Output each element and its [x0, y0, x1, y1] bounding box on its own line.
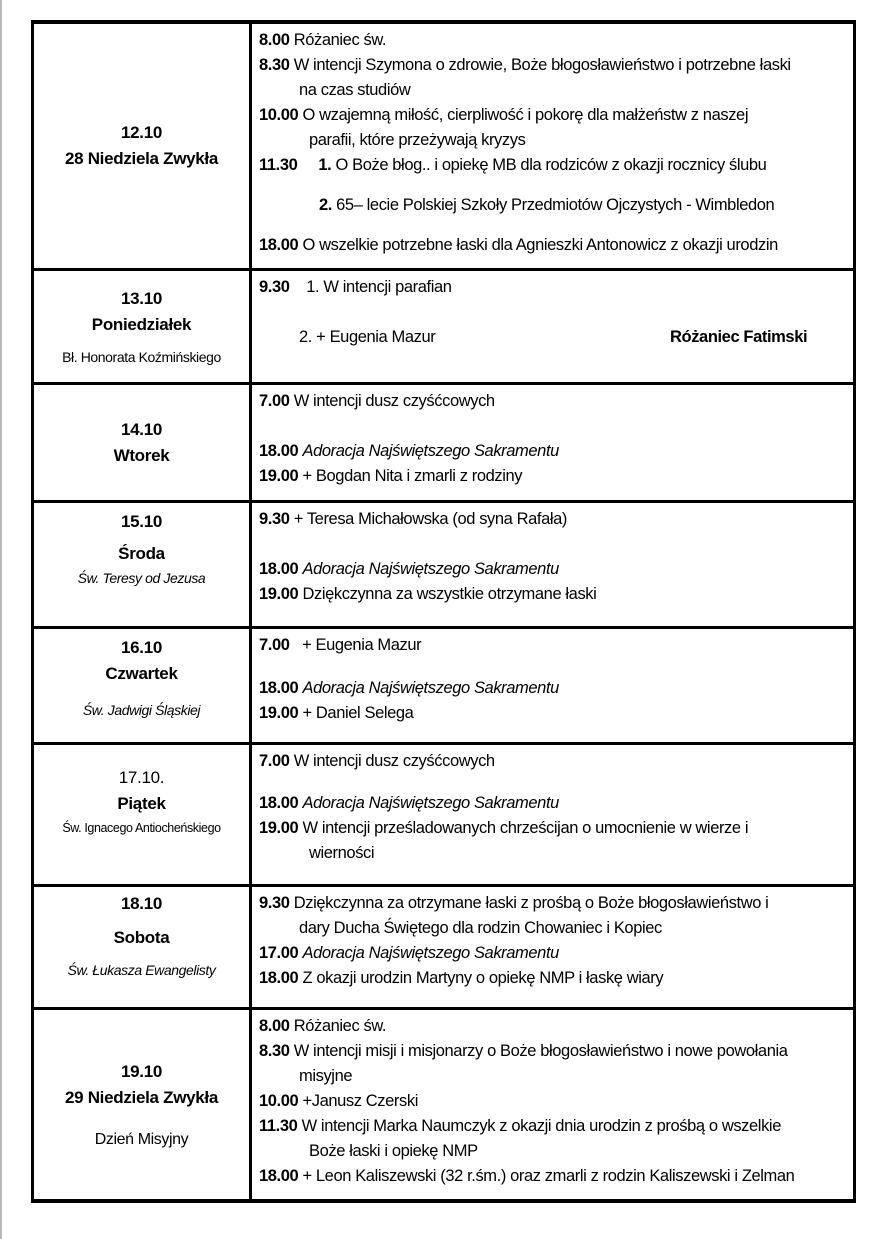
mass-time: 7.00	[259, 636, 290, 654]
date: 13.10	[120, 288, 163, 308]
saint-of-day: Św. Teresy od Jezusa	[77, 570, 206, 586]
mass-intention: W intencji dusz czyśćcowych	[293, 752, 495, 770]
adoration-label: Adoracja Najświętszego Sakramentu	[302, 794, 559, 812]
mass-time: 9.30	[259, 278, 290, 296]
day-cell	[34, 745, 252, 884]
mass-time: 18.00	[259, 442, 299, 460]
mass-entry	[259, 791, 845, 816]
date: 19.10	[120, 1061, 163, 1081]
mass-time: 9.30	[259, 510, 290, 528]
day-name: Sobota	[113, 928, 170, 947]
intention-number: 1.	[306, 278, 320, 296]
schedule-row-18-10	[34, 884, 853, 1007]
mass-time: 8.30	[259, 56, 290, 74]
day-cell	[34, 887, 252, 1007]
mass-intention: + Daniel Selega	[302, 704, 414, 722]
mass-time: 18.00	[259, 679, 299, 697]
mass-intention-continued: parafii, które przeżywają kryzys	[309, 131, 526, 149]
mass-time: 8.30	[259, 1042, 290, 1060]
mass-time: 17.00	[259, 944, 299, 962]
mass-schedule-table	[31, 20, 856, 1203]
mass-intention: W intencji dusz czyśćcowych	[293, 392, 495, 410]
adoration-label: Adoracja Najświętszego Sakramentu	[302, 944, 559, 962]
date: 12.10	[120, 123, 163, 142]
mass-entry	[259, 233, 845, 258]
mass-entry	[259, 816, 845, 841]
day-cell	[34, 503, 252, 626]
mass-entry	[259, 1114, 845, 1139]
mass-time: 7.00	[259, 752, 290, 770]
schedule-row-15-10	[34, 500, 853, 626]
spacer	[259, 300, 845, 325]
mass-time: 9.30	[259, 894, 290, 912]
mass-entry	[259, 966, 845, 991]
masses-cell	[252, 629, 853, 742]
mass-intention: W intencji misji i misjonarzy o Boże błogosławieństwo i nowe powołania	[293, 1042, 788, 1060]
masses-cell	[252, 385, 853, 500]
mass-intention-continued: na czas studiów	[299, 81, 411, 99]
mass-entry-second	[259, 325, 845, 350]
mass-intention: 65– lecie Polskiej Szkoły Przedmiotów Ojczystych - Wimbledon	[336, 196, 775, 214]
mass-entry	[259, 1164, 845, 1189]
mass-entry	[259, 941, 845, 966]
day-name: Wtorek	[113, 445, 170, 465]
mass-entry	[259, 633, 845, 658]
saint-of-day: Św. Jadwigi Śląskiej	[82, 702, 201, 718]
masses-cell	[252, 1010, 853, 1199]
mass-entry	[259, 676, 845, 701]
mass-entry	[259, 507, 845, 532]
spacer	[259, 774, 845, 791]
mass-entry	[259, 389, 845, 414]
day-cell	[34, 24, 252, 268]
mass-entry	[259, 53, 845, 78]
masses-cell	[252, 887, 853, 1007]
schedule-row-14-10	[34, 382, 853, 500]
mass-time: 11.30	[259, 1117, 298, 1135]
masses-cell	[252, 271, 853, 382]
mass-intention: + Eugenia Mazur	[316, 328, 436, 346]
mass-entry	[259, 749, 845, 774]
adoration-label: Adoracja Najświętszego Sakramentu	[302, 442, 559, 460]
day-cell	[34, 385, 252, 500]
day-name: Poniedziałek	[91, 314, 192, 334]
mass-entry	[259, 153, 845, 178]
mass-time: 8.00	[259, 1017, 290, 1035]
mass-intention-continued: Boże łaski i opiekę NMP	[309, 1142, 478, 1160]
day-name: Piątek	[117, 794, 166, 813]
mass-time: 18.00	[259, 1167, 299, 1185]
mass-intention: O wzajemną miłość, cierpliwość i pokorę dla małżeństw z naszej	[302, 106, 749, 124]
date: 18.10	[120, 894, 163, 913]
page-left-edge	[0, 0, 2, 1239]
mass-intention: W intencji Szymona o zdrowie, Boże błogosławieństwo i potrzebne łaski	[293, 56, 791, 74]
date: 17.10.	[118, 768, 165, 787]
mass-intention: W intencji parafian	[323, 278, 452, 296]
mass-time: 19.00	[259, 467, 299, 485]
saint-of-day: Św. Ignacego Antiocheńskiego	[62, 821, 221, 835]
day-name: 28 Niedziela Zwykła	[64, 149, 219, 168]
mass-time: 10.00	[259, 1092, 299, 1110]
mass-intention: + Teresa Michałowska (od syna Rafała)	[293, 510, 568, 528]
mass-entry	[259, 1089, 845, 1114]
mass-time: 19.00	[259, 704, 299, 722]
mass-entry	[259, 582, 845, 607]
mass-time: 19.00	[259, 585, 299, 603]
mass-time: 8.00	[259, 31, 290, 49]
day-name: 29 Niedziela Zwykła	[64, 1087, 219, 1107]
mass-intention: Różaniec św.	[293, 1017, 387, 1035]
mass-intention-continued: dary Ducha Świętego dla rodzin Chowaniec i Kopiec	[299, 919, 662, 937]
mass-entry	[259, 1039, 845, 1064]
date: 14.10	[120, 419, 163, 439]
saint-of-day: Bł. Honorata Koźmińskiego	[62, 348, 221, 365]
date: 16.10	[120, 638, 163, 657]
mass-entry	[259, 1014, 845, 1039]
mass-entry-second	[259, 193, 845, 218]
spacer	[259, 178, 845, 193]
mass-entry	[259, 103, 845, 128]
schedule-row-12-10	[34, 24, 853, 268]
mass-entry	[259, 557, 845, 582]
mass-time: 19.00	[259, 819, 299, 837]
mass-time: 18.00	[259, 560, 299, 578]
day-name: Czwartek	[105, 664, 178, 683]
mass-entry	[259, 439, 845, 464]
day-cell	[34, 1010, 252, 1199]
intention-number: 2.	[299, 328, 312, 346]
mass-time: 18.00	[259, 236, 299, 254]
special-day: Dzień Misyjny	[94, 1130, 189, 1148]
day-name: Środa	[118, 544, 165, 563]
day-cell	[34, 271, 252, 382]
spacer	[259, 414, 845, 439]
mass-intention: Z okazji urodzin Martyny o opiekę NMP i łaskę wiary	[302, 969, 664, 987]
mass-intention: W intencji Marka Naumczyk z okazji dnia urodzin z prośbą o wszelkie	[301, 1117, 781, 1135]
mass-time: 18.00	[259, 794, 299, 812]
rosary-note: Różaniec Fatimski	[670, 328, 808, 346]
mass-intention: O Boże błog.. i opiekę MB dla rodziców z okazji rocznicy ślubu	[335, 156, 767, 174]
saint-of-day: Św. Łukasza Ewangelisty	[67, 962, 216, 978]
adoration-label: Adoracja Najświętszego Sakramentu	[302, 560, 559, 578]
mass-time: 7.00	[259, 392, 290, 410]
mass-intention: Dziękczynna za wszystkie otrzymane łaski	[302, 585, 597, 603]
schedule-row-13-10	[34, 268, 853, 382]
mass-intention: Dziękczynna za otrzymane łaski z prośbą o Boże błogosławieństwo i	[293, 894, 769, 912]
mass-intention: Różaniec św.	[293, 31, 387, 49]
mass-time: 11.30	[259, 156, 298, 174]
mass-intention: + Leon Kaliszewski (32 r.śm.) oraz zmarli z rodzin Kaliszewski i Zelman	[302, 1167, 795, 1185]
mass-entry	[259, 28, 845, 53]
intention-number: 1.	[318, 156, 332, 174]
mass-intention: W intencji prześladowanych chrześcijan o umocnienie w wierze i	[302, 819, 749, 837]
mass-intention-continued: wierności	[309, 844, 375, 862]
masses-cell	[252, 745, 853, 884]
adoration-label: Adoracja Najświętszego Sakramentu	[302, 679, 559, 697]
spacer	[259, 532, 845, 557]
mass-entry	[259, 891, 845, 916]
mass-time: 10.00	[259, 106, 299, 124]
spacer	[259, 218, 845, 233]
schedule-row-19-10	[34, 1007, 853, 1199]
schedule-row-16-10	[34, 626, 853, 742]
mass-intention: O wszelkie potrzebne łaski dla Agnieszki Antonowicz z okazji urodzin	[302, 236, 778, 254]
mass-entry	[259, 464, 845, 489]
date: 15.10	[120, 512, 163, 531]
mass-time: 18.00	[259, 969, 299, 987]
schedule-row-17-10	[34, 742, 853, 884]
mass-entry	[259, 701, 845, 726]
masses-cell	[252, 24, 853, 268]
mass-intention-continued: misyjne	[299, 1067, 353, 1085]
day-cell	[34, 629, 252, 742]
intention-number: 2.	[319, 196, 332, 214]
mass-intention: +Janusz Czerski	[302, 1092, 418, 1110]
mass-entry	[259, 275, 845, 300]
mass-intention: + Bogdan Nita i zmarli z rodziny	[302, 467, 523, 485]
spacer	[259, 658, 845, 676]
mass-intention: + Eugenia Mazur	[302, 636, 422, 654]
masses-cell	[252, 503, 853, 626]
